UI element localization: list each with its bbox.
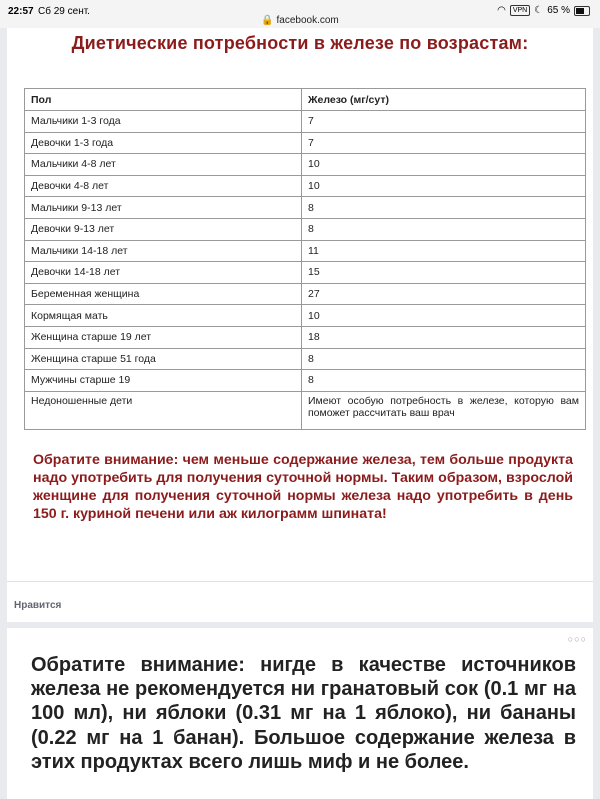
- post-2-text: Обратите внимание: нигде в качестве источников железа не рекомендуется ни гранатовый сок (0.1 мг на 100 мл), ни яблоки (0.31 мг на 1 яблоко), ни бананы (0.22 мг на 1 банан). Большое содержание железа в этих продуктах всего лишь миф и не более.: [31, 654, 576, 773]
- iron-value-cell: 8: [302, 348, 586, 370]
- note-text: [33, 451, 573, 523]
- group-cell: Девочки 9-13 лет: [25, 218, 302, 240]
- iron-value-cell: 27: [302, 283, 586, 305]
- group-cell: Мальчики 4-8 лет: [25, 154, 302, 176]
- column-header: Пол: [25, 89, 302, 111]
- iron-value-cell: 11: [302, 240, 586, 262]
- group-cell: Мальчики 14-18 лет: [25, 240, 302, 262]
- more-options-icon[interactable]: ○○○: [567, 634, 587, 644]
- url-text: facebook.com: [276, 15, 339, 26]
- iron-value-cell: 7: [302, 132, 586, 154]
- iron-value-cell: 8: [302, 218, 586, 240]
- group-cell: Женщина старше 51 года: [25, 348, 302, 370]
- iron-value-cell: 18: [302, 326, 586, 348]
- like-button[interactable]: Нравится: [14, 600, 62, 611]
- group-cell: Кормящая мать: [25, 305, 302, 327]
- table-row: [25, 283, 586, 305]
- iron-value-cell: Имеют особую потребность в железе, которую вам поможет рассчитать ваш врач: [302, 391, 586, 429]
- battery-percent: 65 %: [547, 5, 570, 16]
- table-row: [25, 305, 586, 327]
- iron-value-cell: 7: [302, 111, 586, 133]
- table-row: [25, 391, 586, 429]
- group-cell: Девочки 14-18 лет: [25, 262, 302, 284]
- column-header: Железо (мг/сут): [302, 89, 586, 111]
- post-card: [7, 28, 593, 581]
- note-2: Таким образом, взрослой женщине для получения суточной нормы железа надо употребить в день 150 г. куриной печени или аж килограмм шпината!: [33, 470, 573, 522]
- table-header-row: [25, 89, 586, 111]
- address-bar[interactable]: [0, 15, 600, 26]
- wifi-icon: ◠: [497, 5, 506, 16]
- iron-value-cell: 8: [302, 197, 586, 219]
- post-title: Диетические потребности в железе по возрастам:: [71, 33, 529, 53]
- note-1: Обратите внимание: чем меньше содержание железа, тем больше продукта надо употребить для получения суточной нормы.: [33, 452, 573, 486]
- group-cell: Мужчины старше 19: [25, 370, 302, 392]
- moon-icon: ☾: [534, 5, 544, 16]
- battery-icon: [574, 6, 590, 16]
- iron-value-cell: 10: [302, 175, 586, 197]
- status-time: 22:57: [8, 6, 34, 17]
- table-row: [25, 197, 586, 219]
- table-row: [25, 111, 586, 133]
- post-card-2: [7, 628, 593, 799]
- table-row: [25, 326, 586, 348]
- table-row: [25, 370, 586, 392]
- iron-value-cell: 15: [302, 262, 586, 284]
- table-row: [25, 240, 586, 262]
- table-row: [25, 262, 586, 284]
- table-row: [25, 154, 586, 176]
- table-row: [25, 218, 586, 240]
- iron-value-cell: 10: [302, 154, 586, 176]
- table-row: [25, 175, 586, 197]
- status-date: Сб 29 сент.: [38, 6, 90, 17]
- group-cell: Беременная женщина: [25, 283, 302, 305]
- group-cell: Мальчики 9-13 лет: [25, 197, 302, 219]
- iron-value-cell: 10: [302, 305, 586, 327]
- group-cell: Недоношенные дети: [25, 391, 302, 429]
- group-cell: Девочки 4-8 лет: [25, 175, 302, 197]
- status-bar: [0, 0, 600, 28]
- reaction-bar: [7, 581, 593, 622]
- table-row: [25, 132, 586, 154]
- iron-value-cell: 8: [302, 370, 586, 392]
- vpn-badge: VPN: [510, 5, 530, 16]
- iron-table: [24, 88, 586, 430]
- status-right: [497, 5, 590, 16]
- group-cell: Мальчики 1-3 года: [25, 111, 302, 133]
- lock-icon: 🔒: [261, 15, 274, 26]
- table-row: [25, 348, 586, 370]
- group-cell: Девочки 1-3 года: [25, 132, 302, 154]
- group-cell: Женщина старше 19 лет: [25, 326, 302, 348]
